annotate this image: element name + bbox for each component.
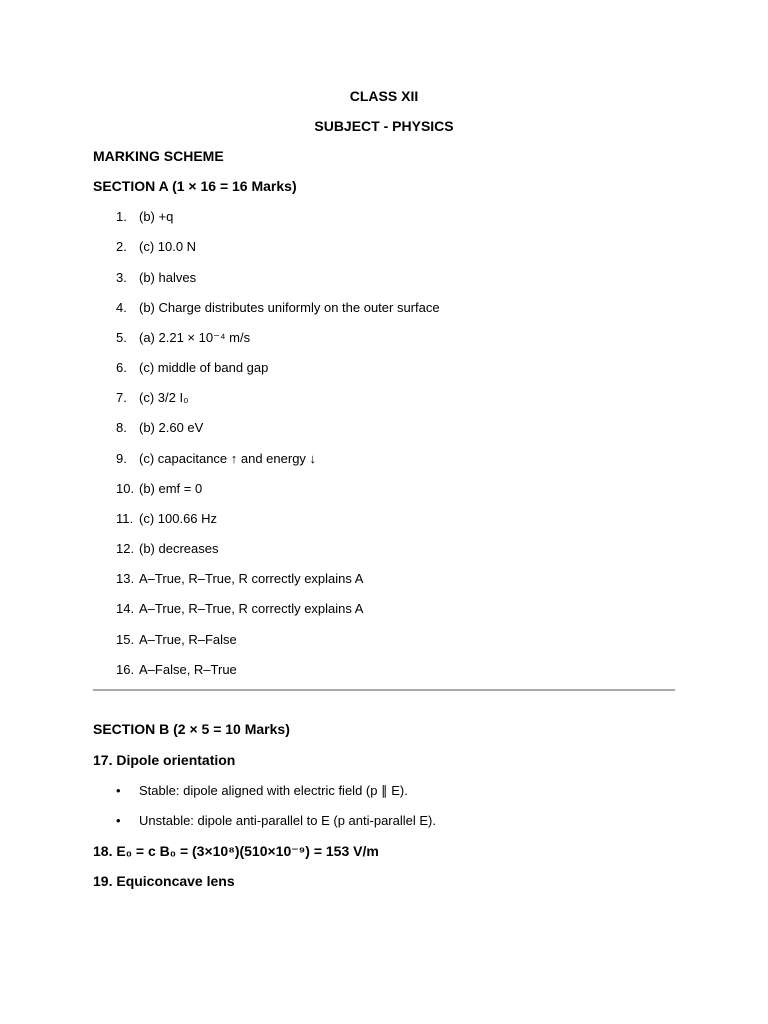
marking-scheme-title: MARKING SCHEME	[93, 148, 224, 164]
item-number: 16.	[116, 662, 135, 677]
bullet-text: Stable: dipole aligned with electric field (p ∥ E).	[139, 783, 408, 798]
item-answer: A–True, R–True, R correctly explains A	[139, 571, 364, 586]
list-item	[116, 782, 408, 800]
item-number: 11.	[116, 511, 134, 526]
item-answer: A–False, R–True	[139, 662, 237, 677]
item-answer: (b) halves	[139, 270, 197, 285]
list-item	[116, 359, 268, 377]
section-divider	[93, 689, 675, 691]
item-answer: (b) 2.60 eV	[139, 420, 204, 435]
list-item	[116, 389, 188, 407]
item-answer: (b) decreases	[139, 541, 219, 556]
item-number: 15.	[116, 632, 135, 647]
item-answer: (c) 10.0 N	[139, 239, 197, 254]
item-number: 13.	[116, 571, 135, 586]
list-item	[116, 600, 363, 618]
item-answer: (b) Charge distributes uniformly on the outer surface	[139, 300, 440, 315]
bullet-text: Unstable: dipole anti-parallel to E (p anti-parallel E).	[139, 813, 436, 828]
list-item	[116, 238, 196, 256]
list-item	[116, 208, 173, 226]
bullet-icon: •	[116, 813, 121, 828]
class-heading: CLASS XII	[349, 88, 419, 104]
item-number: 3.	[116, 270, 127, 285]
item-number: 12.	[116, 541, 135, 556]
item-number: 4.	[116, 300, 127, 315]
item-number: 10.	[116, 481, 135, 496]
question-18-title: 18. E₀ = c B₀ = (3×10⁸)(510×10⁻⁹) = 153 V/m	[93, 843, 379, 859]
question-17-title: 17. Dipole orientation	[93, 752, 236, 768]
list-item	[116, 661, 237, 679]
item-number: 8.	[116, 420, 127, 435]
item-answer: (c) capacitance ↑ and energy ↓	[139, 451, 317, 466]
item-number: 14.	[116, 601, 135, 616]
list-item	[116, 299, 440, 317]
list-item	[116, 510, 217, 528]
subject-heading: SUBJECT - PHYSICS	[314, 118, 454, 134]
list-item	[116, 570, 363, 588]
item-answer: (c) 3/2 I₀	[139, 390, 189, 405]
item-number: 6.	[116, 360, 127, 375]
list-item	[116, 480, 202, 498]
item-answer: A–True, R–True, R correctly explains A	[139, 601, 364, 616]
item-number: 1.	[116, 209, 127, 224]
item-number: 2.	[116, 239, 127, 254]
list-item	[116, 450, 316, 468]
section-b-title: SECTION B (2 × 5 = 10 Marks)	[93, 721, 290, 737]
list-item	[116, 329, 250, 347]
list-item	[116, 269, 196, 287]
item-answer: (b) +q	[139, 209, 174, 224]
list-item	[116, 419, 203, 437]
list-item	[116, 812, 436, 830]
item-answer: (c) middle of band gap	[139, 360, 269, 375]
question-19-title: 19. Equiconcave lens	[93, 873, 235, 889]
item-answer: (c) 100.66 Hz	[139, 511, 218, 526]
item-number: 5.	[116, 330, 127, 345]
bullet-icon: •	[116, 783, 121, 798]
section-a-title: SECTION A (1 × 16 = 16 Marks)	[93, 178, 297, 194]
list-item	[116, 540, 218, 558]
item-number: 9.	[116, 451, 127, 466]
item-answer: (b) emf = 0	[139, 481, 203, 496]
item-number: 7.	[116, 390, 127, 405]
item-answer: A–True, R–False	[139, 632, 237, 647]
item-answer: (a) 2.21 × 10⁻⁴ m/s	[139, 330, 251, 345]
list-item	[116, 631, 237, 649]
